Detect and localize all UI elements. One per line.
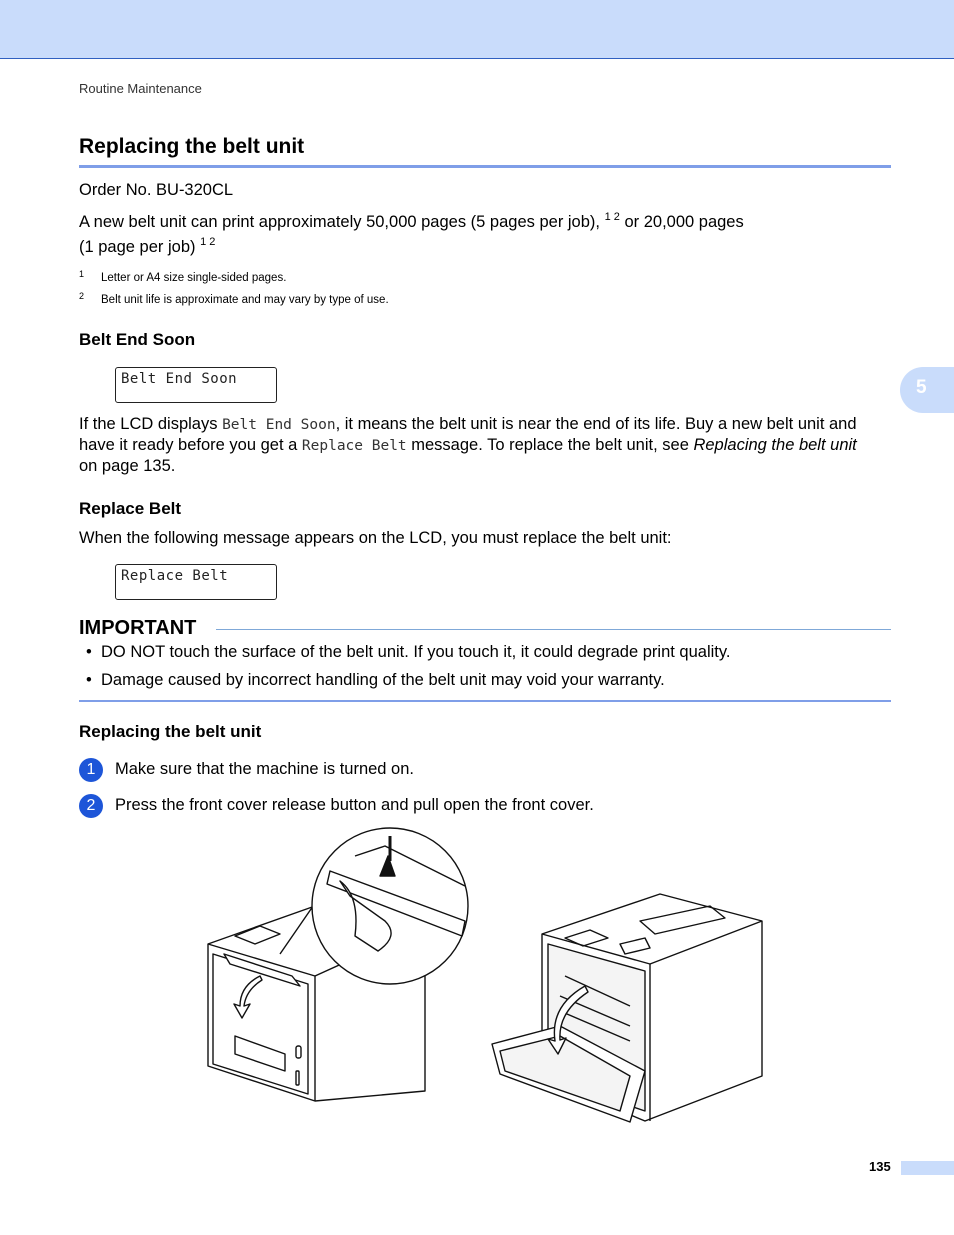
footnote-ref[interactable]: 1 2 (604, 211, 620, 223)
intro-line-1: A new belt unit can print approximately 50,000 pages (5 pages per job), $^{1 2}$ or 20,000 pages (79, 211, 744, 231)
important-bottom-rule (79, 700, 891, 702)
belt-end-soon-text-2: have it ready before you get a Replace Belt message. To replace the belt unit, see Replacing the belt unit (79, 436, 857, 454)
important-bullet-1: • DO NOT touch the surface of the belt unit. If you touch it, it could degrade print quality. (86, 643, 731, 661)
procedure-heading: Replacing the belt unit (79, 722, 262, 741)
belt-end-soon-text-3: on page 135. (79, 457, 176, 475)
belt-end-soon-text-1: If the LCD displays Belt End Soon, it means the belt unit is near the end of its life. Buy a new belt unit and (79, 415, 857, 433)
printer-open-cover (492, 894, 762, 1122)
important-title: IMPORTANT (79, 617, 197, 639)
footnote-1: 1 Letter or A4 size single-sided pages. (79, 269, 287, 284)
page-number: 135 (869, 1159, 891, 1174)
lcd-replace-belt: Replace Belt (115, 564, 277, 600)
footnote-2: 2 Belt unit life is approximate and may vary by type of use. (79, 291, 389, 306)
replace-belt-text: When the following message appears on the LCD, you must replace the belt unit: (79, 529, 672, 547)
step-number-1: 1 (79, 758, 103, 782)
important-rule (216, 629, 891, 630)
intro-line-2: (1 page per job) $^{1 2}$ (79, 236, 216, 256)
order-number: Order No. BU-320CL (79, 181, 234, 199)
footer-bar (901, 1161, 954, 1175)
section-title-rule (79, 165, 891, 168)
replace-belt-heading: Replace Belt (79, 499, 182, 518)
section-title: Replacing the belt unit (79, 135, 305, 158)
lcd-belt-end-soon: Belt End Soon (115, 367, 277, 403)
belt-end-soon-heading: Belt End Soon (79, 330, 196, 349)
cross-reference-link[interactable]: Replacing the belt unit (693, 436, 857, 454)
printer-illustration (200, 826, 780, 1126)
running-head: Routine Maintenance (79, 81, 202, 96)
step-number-2: 2 (79, 794, 103, 818)
footnote-ref[interactable]: 1 2 (200, 236, 216, 248)
chapter-tab[interactable]: 5 (900, 367, 954, 413)
important-bullet-2: • Damage caused by incorrect handling of the belt unit may void your warranty. (86, 671, 665, 689)
top-band (0, 0, 954, 59)
